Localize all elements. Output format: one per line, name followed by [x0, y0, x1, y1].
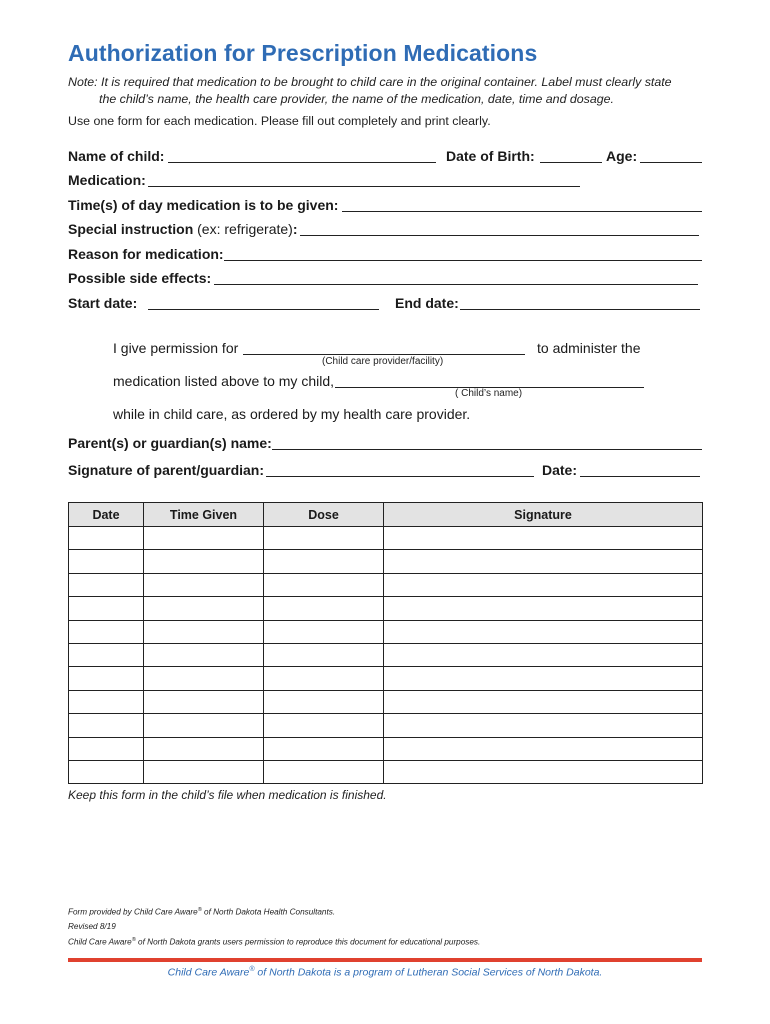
time-given-cell[interactable] — [144, 643, 264, 666]
dose-cell[interactable] — [264, 667, 384, 690]
dose-cell[interactable] — [264, 597, 384, 620]
signature-cell[interactable] — [384, 597, 703, 620]
time-given-cell[interactable] — [144, 573, 264, 596]
age-field[interactable] — [640, 162, 702, 163]
header-dose: Dose — [264, 503, 384, 527]
footer-red-bar — [68, 958, 702, 962]
time-given-cell[interactable] — [144, 714, 264, 737]
side-effects-field[interactable] — [214, 284, 698, 285]
provider-caption: (Child care provider/facility) — [322, 356, 444, 367]
table-row — [69, 760, 703, 783]
date-cell[interactable] — [69, 643, 144, 666]
time-given-cell[interactable] — [144, 760, 264, 783]
dose-cell[interactable] — [264, 643, 384, 666]
row-reason — [68, 245, 702, 263]
date-cell[interactable] — [69, 760, 144, 783]
start-date-label: Start date: — [68, 295, 138, 311]
signature-cell[interactable] — [384, 714, 703, 737]
name-of-child-label: Name of child: — [68, 148, 165, 164]
special-instruction-field[interactable] — [300, 235, 699, 236]
table-row — [69, 714, 703, 737]
dose-cell[interactable] — [264, 550, 384, 573]
dose-cell[interactable] — [264, 690, 384, 713]
table-row — [69, 550, 703, 573]
signature-cell[interactable] — [384, 620, 703, 643]
note-line-1: Note: It is required that medication to be brought to child care in the original container. Label must clearly state — [68, 75, 672, 89]
time-given-cell[interactable] — [144, 737, 264, 760]
medication-label: Medication: — [68, 172, 146, 188]
time-given-cell[interactable] — [144, 690, 264, 713]
signature-cell[interactable] — [384, 667, 703, 690]
date-cell[interactable] — [69, 714, 144, 737]
row-parent-name — [68, 434, 702, 452]
header-signature: Signature — [384, 503, 703, 527]
times-field[interactable] — [342, 211, 702, 212]
row-times — [68, 196, 702, 214]
row-medication — [68, 171, 702, 189]
child-name-caption: ( Child’s name) — [455, 388, 523, 399]
note-text — [68, 74, 708, 108]
row-special-instruction — [68, 220, 702, 238]
date-of-birth-label: Date of Birth: — [446, 148, 535, 164]
permission-text-3: medication listed above to my child, — [113, 373, 334, 389]
signature-cell[interactable] — [384, 550, 703, 573]
time-given-cell[interactable] — [144, 620, 264, 643]
intro-text: Use one form for each medication. Please fill out completely and print clearly. — [68, 114, 491, 128]
date-cell[interactable] — [69, 620, 144, 643]
end-date-field[interactable] — [460, 309, 700, 310]
signature-date-field[interactable] — [580, 476, 700, 477]
age-label: Age: — [606, 148, 638, 164]
permission-text-1: I give permission for — [113, 340, 239, 356]
parent-name-label: Parent(s) or guardian(s) name: — [68, 435, 272, 451]
time-given-cell[interactable] — [144, 597, 264, 620]
signature-date-label: Date: — [542, 462, 578, 478]
date-cell[interactable] — [69, 550, 144, 573]
table-row — [69, 690, 703, 713]
header-date: Date — [69, 503, 144, 527]
row-side-effects — [68, 269, 702, 287]
row-dates — [68, 294, 702, 312]
footer-provided: Form provided by Child Care Aware® of North Dakota Health Consultants. — [68, 907, 336, 917]
dose-cell[interactable] — [264, 714, 384, 737]
provider-facility-field[interactable] — [243, 354, 525, 355]
table-row — [69, 597, 703, 620]
side-effects-label: Possible side effects: — [68, 270, 212, 286]
signature-cell[interactable] — [384, 573, 703, 596]
date-cell[interactable] — [69, 737, 144, 760]
dose-cell[interactable] — [264, 760, 384, 783]
date-cell[interactable] — [69, 597, 144, 620]
times-label: Time(s) of day medication is to be given: — [68, 197, 339, 213]
date-cell[interactable] — [69, 573, 144, 596]
date-cell[interactable] — [69, 527, 144, 550]
table-row — [69, 527, 703, 550]
signature-cell[interactable] — [384, 760, 703, 783]
form-title: Authorization for Prescription Medications — [68, 40, 538, 66]
dose-cell[interactable] — [264, 737, 384, 760]
footer-program: Child Care Aware® of North Dakota is a program of Lutheran Social Services of North Dakota. — [167, 966, 603, 979]
date-cell[interactable] — [69, 667, 144, 690]
table-row — [69, 643, 703, 666]
note-line-2: the child’s name, the health care provider, the name of the medication, date, time and dosage. — [99, 92, 614, 106]
parent-name-field[interactable] — [272, 449, 702, 450]
signature-cell[interactable] — [384, 737, 703, 760]
date-cell[interactable] — [69, 690, 144, 713]
table-header-row — [69, 503, 703, 527]
table-body — [69, 527, 703, 784]
signature-label: Signature of parent/guardian: — [68, 462, 265, 478]
time-given-cell[interactable] — [144, 550, 264, 573]
table-row — [69, 737, 703, 760]
row-signature — [68, 461, 702, 479]
permission-text-4: while in child care, as ordered by my health care provider. — [113, 406, 471, 422]
special-instruction-label: Special instruction (ex: refrigerate): — [68, 221, 298, 237]
dose-cell[interactable] — [264, 527, 384, 550]
medication-log-table — [68, 502, 703, 784]
reason-field[interactable] — [224, 260, 702, 261]
header-time-given: Time Given — [144, 503, 264, 527]
time-given-cell[interactable] — [144, 667, 264, 690]
table-row — [69, 573, 703, 596]
permission-text-2: to administer the — [537, 340, 641, 356]
signature-field[interactable] — [266, 476, 534, 477]
end-date-label: End date: — [395, 295, 459, 311]
row-name-dob-age — [68, 147, 702, 165]
keep-note: Keep this form in the child’s file when medication is finished. — [68, 788, 387, 802]
table-row — [69, 667, 703, 690]
date-of-birth-field[interactable] — [540, 162, 602, 163]
signature-cell[interactable] — [384, 643, 703, 666]
name-of-child-field[interactable] — [168, 162, 436, 163]
signature-cell[interactable] — [384, 690, 703, 713]
reason-label: Reason for medication: — [68, 246, 224, 262]
table-row — [69, 620, 703, 643]
signature-cell[interactable] — [384, 527, 703, 550]
dose-cell[interactable] — [264, 620, 384, 643]
medication-field[interactable] — [148, 186, 580, 187]
footer-revised: Revised 8/19 — [68, 922, 116, 931]
time-given-cell[interactable] — [144, 527, 264, 550]
footer-grants: Child Care Aware® of North Dakota grants users permission to reproduce this document for educational purposes. — [68, 937, 481, 947]
start-date-field[interactable] — [148, 309, 379, 310]
dose-cell[interactable] — [264, 573, 384, 596]
